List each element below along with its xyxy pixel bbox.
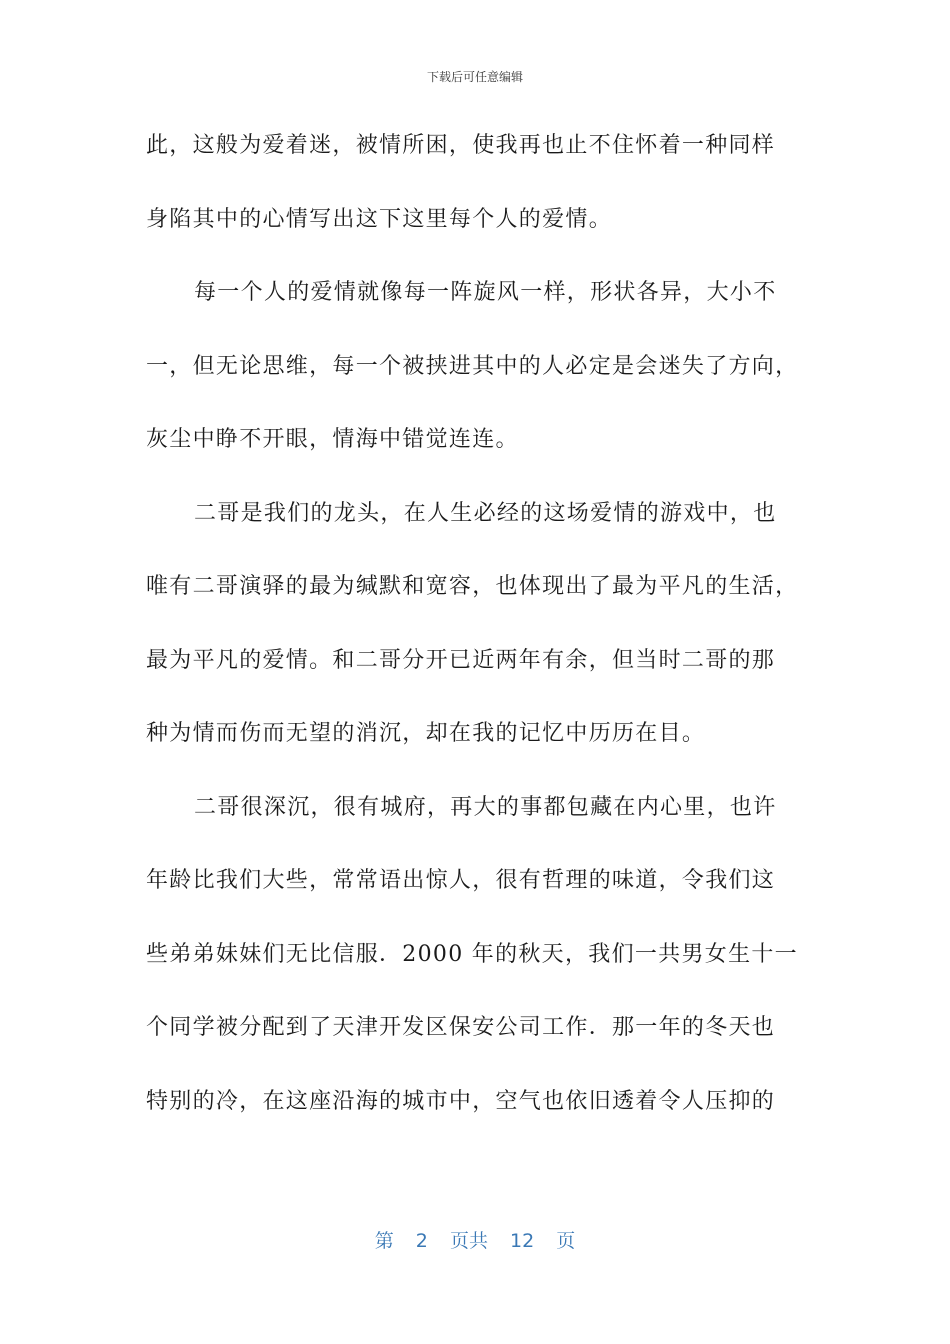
text-line: 此，这般为爱着迷，被情所困，使我再也止不住怀着一种同样 [146,133,776,158]
text-line: 二哥很深沉，很有城府，再大的事都包藏在内心里，也许 [194,794,777,820]
text-line: 最为平凡的爱情。和二哥分开已近两年有余，但当时二哥的那 [146,647,776,673]
text-line: 唯有二哥演驿的最为缄默和宽容，也体现出了最为平凡的生活， [146,574,799,599]
text-line: 种为情而伤而无望的消沉，却在我的记忆中历历在目。 [146,721,706,746]
text-line: 二哥是我们的龙头，在人生必经的这场爱情的游戏中，也 [194,500,777,526]
text-line: 些弟弟妹妹们无比信服．2000 年的秋天，我们一共男女生十一 [146,941,798,967]
page-header: 下载后可任意编辑 [426,70,523,84]
total-page-count: 12 [510,1230,535,1252]
text-line: 身陷其中的心情写出这下这里每个人的爱情。 [146,206,613,232]
text-line: 特别的冷，在这座沿海的城市中，空气也依旧透着令人压抑的 [146,1088,776,1114]
text-line: 每一个人的爱情就像每一阵旋风一样，形状各异，大小不 [194,280,777,305]
current-page-number: 2 [415,1230,428,1252]
footer-prefix: 第 [374,1230,394,1252]
document-body [146,124,806,1153]
text-line: 灰尘中睁不开眼，情海中错觉连连。 [146,427,519,452]
footer-suffix: 页 [556,1230,576,1252]
text-line: 年龄比我们大些，常常语出惊人，很有哲理的味道，令我们这 [146,868,776,893]
footer-middle: 页共 [449,1230,488,1252]
page-footer [0,1226,950,1253]
text-line: 一，但无论思维，每一个被挟进其中的人必定是会迷失了方向， [146,353,799,379]
text-line: 个同学被分配到了天津开发区保安公司工作．那一年的冬天也 [146,1015,776,1040]
